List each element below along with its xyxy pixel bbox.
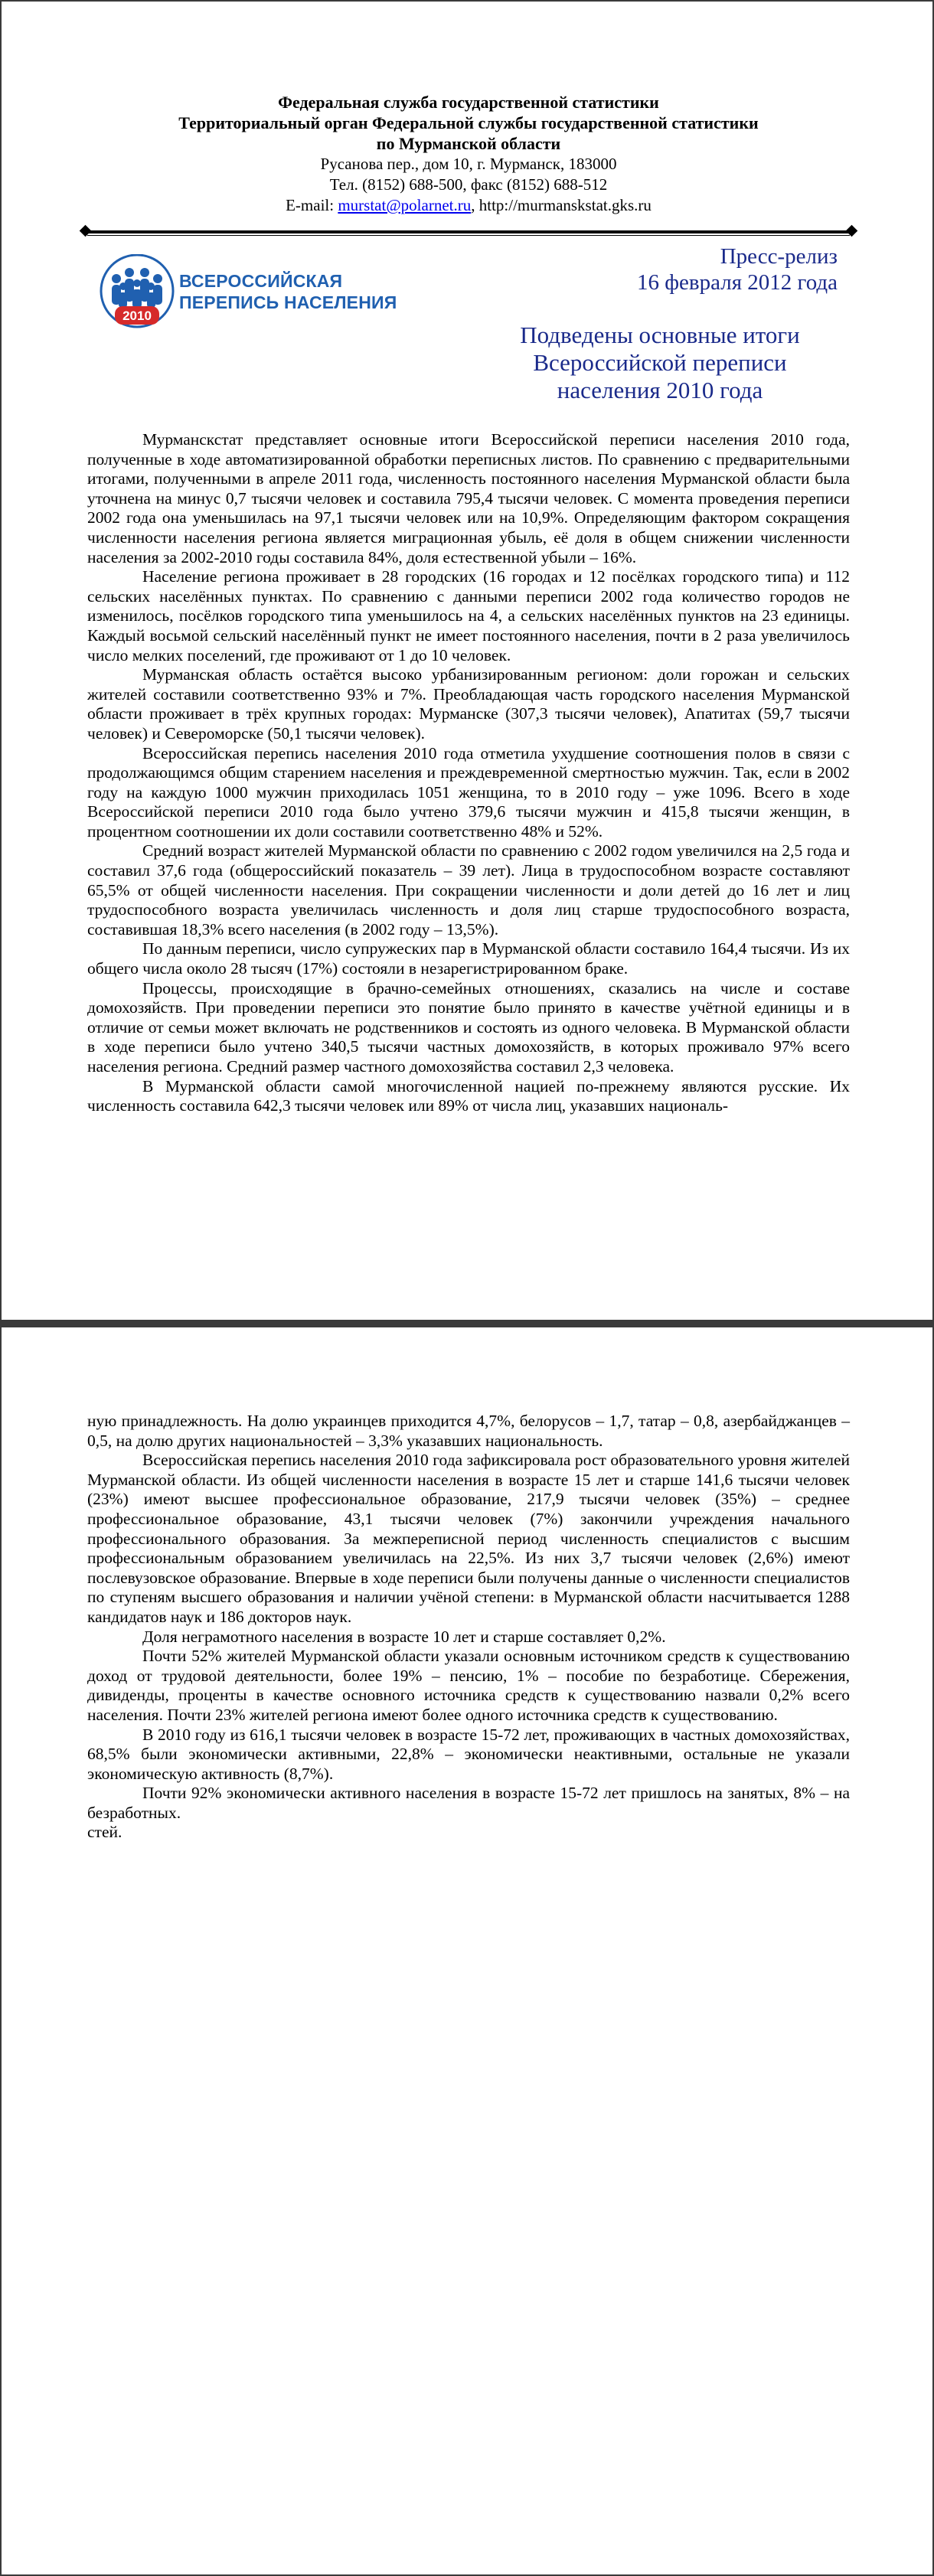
page-2 xyxy=(0,1326,934,2576)
paragraph: Почти 52% жителей Мурманской области указали основным источником средств к существованию доход от трудовой деятельности, более 19% – пенсию, 1% – пособие по безработице. Сбережения, дивиденды, проценты в качестве основного источника средств к существованию назвали 0,2% всего населения. Почти 23% жителей региона имеют более одного источника средств к существованию. xyxy=(87,1647,850,1724)
paragraph: Всероссийская перепись населения 2010 года зафиксировала рост образовательного уровня жителей Мурманской области. Из общей численности населения в возрасте 15 лет и старше 141,6 тысячи человек (23%) имеют высшее профессиональное образование, 217,9 тысячи человек (35%) – среднее профессиональное образование, 43,1 тысячи человек (7%) закончили учреждения начального профессионального образования. За межпереписной период численность специалистов с высшим профессиональным образованием увеличилась на 22,5%. Из них 3,7 тысячи человек (2,6%) имеют послевузовское образование. Впервые в ходе переписи были получены данные о численности специалистов по ступеням высшего образования и наличии учёной степени: в Мурманской области насчитывается 1288 кандидатов наук и 186 докторов наук. xyxy=(87,1451,850,1626)
paragraph-trailing: стей. xyxy=(87,1823,122,1842)
census-logo-line1: ВСЕРОССИЙСКАЯ xyxy=(179,271,343,291)
paragraph: В Мурманской области самой многочисленной нацией по-прежнему являются русские. Их численность составила 642,3 тысячи человек или 89% от числа лиц, указавших националь- xyxy=(87,1076,850,1115)
press-release-title xyxy=(491,322,828,404)
press-release-date: 16 февраля 2012 года xyxy=(636,270,838,295)
org-address: Русанова пер., дом 10, г. Мурманск, 183000 xyxy=(320,155,617,173)
census-logo-year: 2010 xyxy=(122,309,152,323)
paragraph: Мурманскстат представляет основные итоги Всероссийской переписи населения 2010 года, полученные в ходе автоматизированной обработки переписных листов. По сравнению с предварительными итогами, полученными в апреле 2011 года, численность постоянного населения Мурманской области была уточнена на минус 0,7 тысячи человек и составила 795,4 тысячи человек. С момента проведения переписи 2002 года она уменьшилась на 97,1 тысячи человек или на 10,9%. Определяющим фактором сокращения численности населения региона является миграционная убыль, её доля в общем снижении численности населения за 2002-2010 годы составила 84%, доля естественной убыли – 16%. xyxy=(87,430,850,566)
org-contacts xyxy=(2,195,934,216)
paragraph: В 2010 году из 616,1 тысячи человек в возрасте 15-72 лет, проживающих в частных домохозяйствах, 68,5% были экономически активными, 22,8% – экономически неактивными, остальные не указали экономическую активность (8,7%). xyxy=(87,1725,850,1783)
paragraph: Население региона проживает в 28 городских (16 городах и 12 посёлках городского типа) и 112 сельских населённых пунктах. По сравнению с данными переписи 2002 года количество городов не изменилось, посёлков городского типа уменьшилось на 4, а сельских населённых пунктов на 23 единицы. Каждый восьмой сельский населённый пункт не имеет постоянного населения, почти в 2 раза увеличилось число мелких поселений, где проживают от 1 до 10 человек. xyxy=(87,567,850,664)
census-logo-line2: ПЕРЕПИСЬ НАСЕЛЕНИЯ xyxy=(179,292,397,312)
title-line2: Всероссийской переписи xyxy=(533,349,787,376)
paragraph: Почти 92% экономически активного населения в возрасте 15-72 лет пришлось на занятых, 8% – на безработных. xyxy=(87,1784,850,1822)
org-phone: Тел. (8152) 688-500, факс (8152) 688-512 xyxy=(329,175,608,194)
page-1-body xyxy=(87,430,850,1116)
email-label: E-mail: xyxy=(286,196,338,214)
title-line1: Подведены основные итоги xyxy=(520,322,800,348)
paragraph: Мурманская область остаётся высоко урбанизированным регионом: доли горожан и сельских жителей составили соответственно 93% и 7%. Преобладающая часть городского населения Мурманской области проживает в трёх крупных городах: Мурманске (307,3 тысячи человек), Апатитах (59,7 тысячи человек) и Североморске (50,1 тысячи человек). xyxy=(87,665,850,743)
press-release-block xyxy=(637,243,838,295)
org-name-line3: по Мурманской области xyxy=(376,134,561,153)
press-release-label: Пресс-релиз xyxy=(720,244,838,269)
paragraph: Всероссийская перепись населения 2010 года отметила ухудшение соотношения полов в связи с продолжающимся общим старением населения и преждевременной смертностью мужчин. Так, если в 2002 году на каждую 1000 мужчин приходилась 1051 женщина, то в 2010 году – уже 1096. Всего в ходе Всероссийской переписи 2010 года было учтено 379,6 тысячи мужчин и 415,8 тысячи женщин, в процентном соотношении их доли составили соответственно 48% и 52%. xyxy=(87,743,850,841)
header-block xyxy=(2,92,934,216)
website-text: , http://murmanskstat.gks.ru xyxy=(471,196,652,214)
paragraph: Доля неграмотного населения в возрасте 10 лет и старше составляет 0,2%. xyxy=(142,1627,666,1646)
page-2-body xyxy=(87,1412,850,1843)
paragraph: По данным переписи, число супружеских пар в Мурманской области составило 164,4 тысячи. Из их общего числа около 28 тысяч (17%) состояли в незарегистрированном браке. xyxy=(87,939,850,978)
census-logo-wordmark xyxy=(179,270,397,313)
paragraph: Средний возраст жителей Мурманской области по сравнению с 2002 годом увеличился на 2,5 года и составил 37,6 года (общероссийский показатель – 39 лет). Лица в трудоспособном возрасте составляют 65,5% от общей численности населения. При сокращении численности и доли детей до 16 лет и лиц трудоспособного возраста увеличилась численность и доля лиц старше трудоспособного возраста, составившая 18,3% всего населения (в 2002 году – 13,5%). xyxy=(87,841,850,939)
header-rule xyxy=(87,230,850,233)
paragraph-continuation: ную принадлежность. На долю украинцев приходится 4,7%, белорусов – 1,7, татар – 0,8, азербайджанцев – 0,5, на долю других национальностей – 3,3% указавших национальность. xyxy=(87,1412,850,1450)
email-link[interactable]: murstat@polarnet.ru xyxy=(338,196,472,214)
title-line3: населения 2010 года xyxy=(557,377,763,403)
org-name-line2: Территориальный орган Федеральной службы государственной статистики xyxy=(178,113,759,132)
paragraph: Процессы, происходящие в брачно-семейных отношениях, сказались на числе и составе домохозяйств. При проведении переписи это понятие было принято в качестве учётной единицы и в отличие от семьи может включать не родственников и состоять из одного человека. В Мурманской области в ходе переписи было учтено 340,5 тысячи частных домохозяйств, в которых проживало 97% всего населения региона. Средний размер частного домохозяйства составил 2,3 человека. xyxy=(87,978,850,1076)
org-name-line1: Федеральная служба государственной статистики xyxy=(278,93,659,112)
header-rule-thin xyxy=(87,235,850,236)
